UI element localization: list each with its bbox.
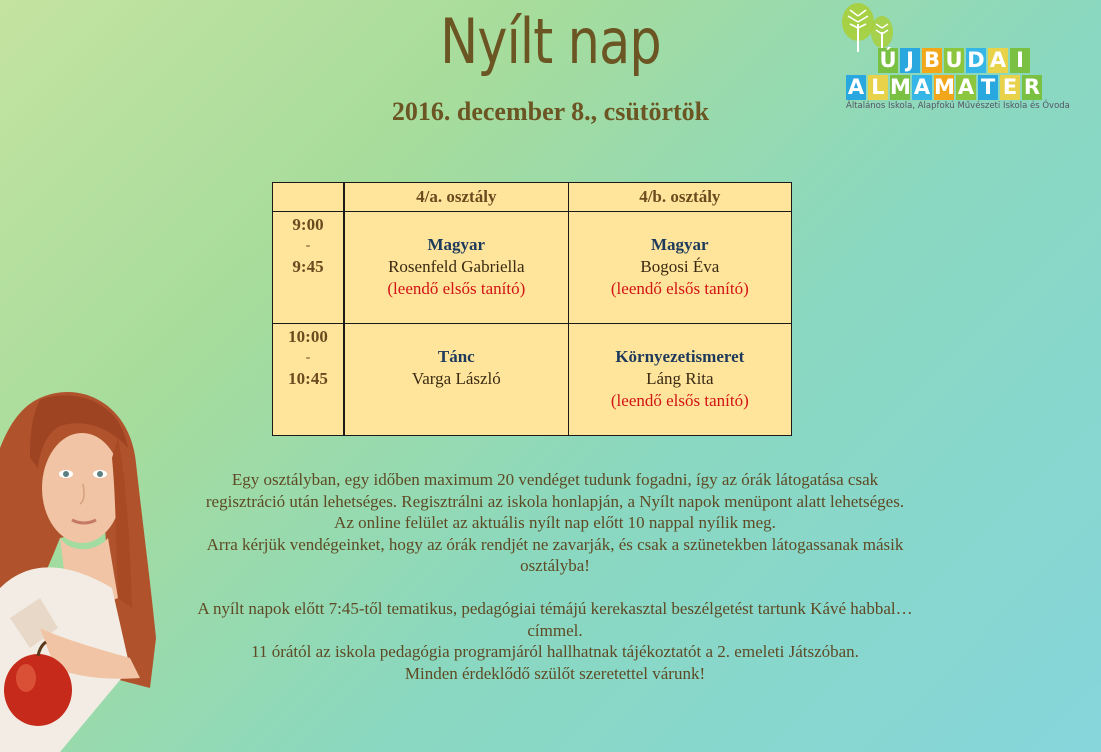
logo-row-ujbudai [878, 48, 1032, 73]
teacher-note: (leendő elsős tanító) [610, 391, 749, 410]
schedule-table [272, 182, 792, 436]
info-line: 11 órától az iskola pedagógia programjáról hallhatnak tájékoztatót a 2. emeleti Játszóban. [251, 642, 859, 661]
logo-letter: D [967, 48, 985, 72]
info-line: Arra kérjük vendégeinket, hogy az órák rendjét ne zavarják, és csak a szünetekben látogassanak másik [206, 534, 904, 554]
time-end: 9:45 [292, 257, 324, 276]
logo-letter: E [1000, 75, 1020, 100]
subject: Környezetismeret [615, 347, 745, 366]
time-slot [273, 324, 345, 436]
table-row [273, 212, 792, 324]
logo-letter: A [847, 75, 865, 99]
info-line: regisztráció után lehetséges. Regisztrálni az iskola honlapján, a Nyílt napok menüpont alatt lehetséges. [205, 491, 905, 511]
logo-letter: B [923, 48, 940, 72]
info-line: címmel. [527, 620, 583, 640]
time-separator: - [305, 238, 311, 253]
teacher-note: (leendő elsős tanító) [387, 279, 526, 298]
subject: Tánc [437, 347, 475, 366]
time-start: 9:00 [292, 215, 324, 234]
column-header-4a: 4/a. osztály [344, 183, 568, 212]
time-separator: - [305, 350, 311, 365]
logo-letter: M [934, 75, 955, 99]
time-slot [273, 212, 345, 324]
logo-letter: R [1023, 75, 1041, 99]
logo-letter: A [989, 48, 1007, 72]
logo-letter: L [868, 75, 888, 100]
logo-letter: U [945, 48, 963, 72]
logo-letter: T [978, 75, 998, 100]
class-cell [568, 324, 791, 436]
info-line: Minden érdeklődő szülőt szeretettel várunk! [404, 663, 706, 683]
teacher: Bogosi Éva [640, 257, 720, 276]
teacher: Varga László [411, 369, 501, 388]
teacher: Láng Rita [646, 369, 714, 388]
subject: Magyar [651, 235, 709, 254]
logo-letter: I [1010, 48, 1030, 73]
logo-letter: J [900, 48, 920, 73]
logo-letter: Ú [879, 48, 897, 72]
column-header-4b: 4/b. osztály [568, 183, 791, 212]
paragraph-gap [150, 577, 960, 599]
info-line: Egy osztályban, egy időben maximum 20 vendéget tudunk fogadni, így az órák látogatása csak [231, 470, 879, 489]
class-cell [344, 212, 568, 324]
info-line: A nyílt napok előtt 7:45-től tematikus, pedagógiai témájú kerekasztal beszélgetést tartunk Kávé habbal… [197, 599, 913, 618]
info-line: osztályba! [520, 556, 590, 575]
logo-row-almamater [846, 75, 1044, 100]
logo-caption: Általános Iskola, Alapfokú Művészeti Iskola és Óvoda [846, 101, 1070, 111]
girl-with-apple-image [0, 388, 160, 752]
logo-letter: M [890, 75, 911, 99]
info-line: Az online felület az aktuális nyílt nap előtt 10 nappal nyílik meg. [334, 513, 776, 532]
subject: Magyar [427, 235, 486, 254]
trees-icon [838, 2, 908, 52]
time-start: 10:00 [288, 327, 328, 346]
info-text [150, 469, 960, 684]
teacher: Rosenfeld Gabriella [388, 257, 525, 276]
table-header-row [273, 183, 792, 212]
class-cell [568, 212, 791, 324]
page-title: Nyílt nap [440, 5, 661, 78]
table-row [273, 324, 792, 436]
logo-letter: A [957, 75, 975, 99]
teacher-note: (leendő elsős tanító) [610, 279, 749, 298]
class-cell [344, 324, 568, 436]
corner-cell [273, 183, 345, 212]
event-date: 2016. december 8., csütörtök [391, 97, 710, 126]
logo-letter: A [913, 75, 931, 99]
school-logo [836, 2, 1098, 114]
time-end: 10:45 [288, 369, 328, 388]
